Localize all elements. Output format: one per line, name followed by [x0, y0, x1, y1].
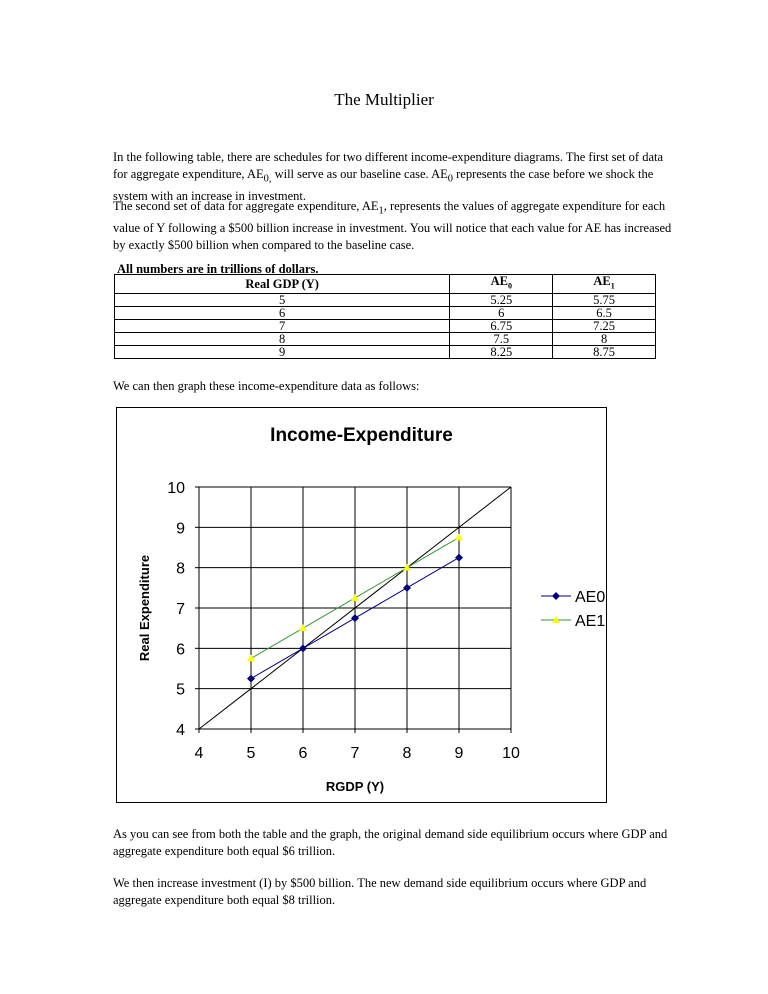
chart-frame — [116, 407, 607, 803]
table-cell: 8.75 — [553, 345, 656, 358]
x-axis-label: RGDP (Y) — [325, 779, 385, 794]
intro-paragraph: In the following table, there are schedules for two different income-expenditure diagrams. The first set of data for aggregate expenditure, $AE_{0,}$ will serve as our baseline case. $AE_0$ represents the case before we shock the system with an increase in investment. — [113, 150, 664, 203]
table-cell: 6.75 — [450, 319, 553, 332]
y-tick-label: 4 — [176, 722, 185, 739]
table-cell: 7.5 — [450, 332, 553, 345]
legend-marker-AE0 — [552, 592, 560, 600]
data-point-AE1 — [455, 533, 463, 540]
data-point-AE0 — [455, 554, 463, 562]
table-cell: 7 — [115, 319, 450, 332]
table-cell: 5 — [115, 293, 450, 306]
data-point-AE0 — [403, 584, 411, 592]
table-header-0: Real GDP (Y) — [115, 275, 450, 294]
table-cell: 8 — [115, 332, 450, 345]
income-expenditure-chart — [117, 408, 606, 802]
table-cell: 6 — [450, 306, 553, 319]
y-axis-label: Real Expenditure — [137, 554, 152, 662]
table-cell: 8 — [553, 332, 656, 345]
x-tick-label: 9 — [454, 745, 464, 762]
y-tick-label: 6 — [176, 641, 185, 659]
table-cell: 9 — [115, 345, 450, 358]
table-cell: 8.25 — [450, 345, 553, 358]
equilibrium-paragraph: As you can see from both the table and the graph, the original demand side equilibrium occurs where GDP and aggregate expenditure both equal $6 trillion. — [113, 827, 668, 858]
page-title: The Multiplier — [334, 90, 434, 109]
new-equilibrium-paragraph: We then increase investment (I) by $500 billion. The new demand side equilibrium occurs where GDP and aggregate expenditure both equal $8 trillion. — [113, 876, 647, 907]
y-tick-label: 7 — [176, 601, 185, 618]
x-tick-label: 7 — [350, 745, 360, 762]
schedule-table — [114, 274, 656, 359]
x-tick-label: 6 — [298, 745, 308, 762]
second-paragraph: The second set of data for aggregate expenditure, $AE_1$, represents the values of aggregate expenditure for each value of Y following a $500 billion increase in investment. You will notice that each value for AE has increased by exactly $500 billion when compared to the baseline case. — [113, 199, 672, 252]
data-point-AE1 — [351, 594, 359, 601]
legend-label-AE0: AE0 — [575, 589, 606, 606]
table-cell: 6.5 — [553, 306, 656, 319]
x-tick-label: 10 — [502, 745, 520, 762]
legend-label-AE1: AE1 — [575, 613, 606, 630]
y-tick-label: 10 — [167, 480, 185, 497]
data-point-AE1 — [299, 624, 307, 631]
x-tick-label: 5 — [246, 745, 256, 762]
table-row — [115, 306, 656, 319]
y-tick-label: 9 — [176, 520, 185, 538]
table-header-row — [115, 275, 656, 294]
table-row — [115, 345, 656, 358]
table-cell: 6 — [115, 306, 450, 319]
table-header-1: $AE_0$ — [450, 275, 553, 294]
data-point-AE1 — [247, 654, 255, 661]
table-cell: 5.25 — [450, 293, 553, 306]
y-tick-label: 8 — [176, 560, 185, 578]
x-tick-label: 8 — [402, 745, 412, 762]
table-header-2: $AE_1$ — [553, 275, 656, 294]
table-row — [115, 319, 656, 332]
x-tick-label: 4 — [194, 745, 204, 762]
table-row — [115, 332, 656, 345]
graph-intro: We can then graph these income-expenditure data as follows: — [113, 379, 420, 393]
data-point-AE0 — [351, 614, 359, 622]
data-point-AE0 — [247, 675, 255, 683]
table-cell: 7.25 — [553, 319, 656, 332]
table-row — [115, 293, 656, 306]
y-tick-label: 5 — [176, 681, 185, 699]
table-cell: 5.75 — [553, 293, 656, 306]
units-note: All numbers are in trillions of dollars. — [117, 262, 319, 276]
chart-title: Income-Expenditure — [270, 425, 453, 446]
